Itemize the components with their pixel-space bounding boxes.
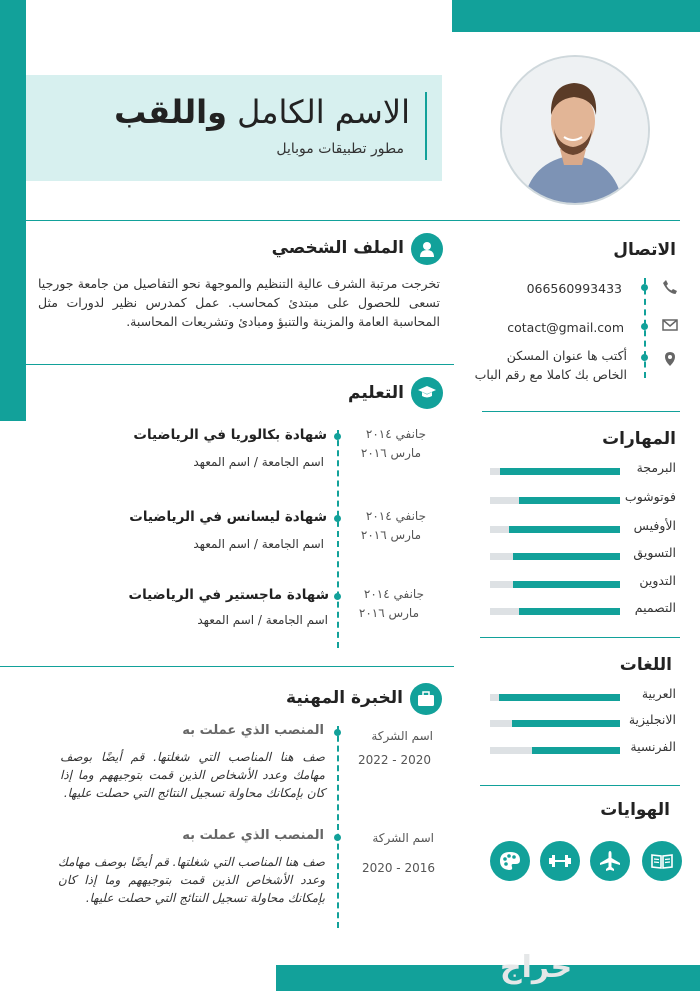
language-label: العربية (641, 686, 676, 701)
contact-dot (641, 284, 648, 291)
education-school: اسم الجامعة / اسم المعهد (193, 537, 324, 551)
skill-bar-fill (513, 553, 620, 560)
education-start: جانفي ٢٠١٤ (365, 509, 426, 523)
experience-position: المنصب الذي عملت به (182, 828, 324, 843)
experience-years: 2022 - 2020 (357, 753, 431, 767)
experience-description: صف هنا المناصب التي شغلتها. قم أيضًا بوصف مهامك وعدد الأشخاص الذين قمت بتوجيههم وما إذا كان بإمكانك محاولة تسجيل النتائج التي حصلت عليها. (60, 750, 325, 800)
skill-bar-fill (509, 526, 620, 533)
graduation-cap-icon (411, 377, 443, 409)
education-end: مارس ٢٠١٦ (360, 446, 421, 460)
divider-experience (0, 666, 454, 667)
education-end: مارس ٢٠١٦ (360, 528, 421, 542)
phone-icon (662, 279, 678, 295)
skill-label: التسويق (633, 545, 676, 560)
bottom-accent-bar (276, 965, 700, 991)
watermark: حراج (500, 950, 573, 985)
skill-label: التدوين (639, 573, 676, 588)
skill-bar (490, 526, 620, 533)
language-bar-fill (512, 720, 620, 727)
skills-title: المهارات (602, 429, 676, 449)
skill-bar-fill (513, 581, 620, 588)
education-degree: شهادة بكالوريا في الرياضيات (133, 427, 327, 443)
divider-education (26, 364, 454, 365)
experience-years: 2020 - 2016 (361, 861, 435, 875)
language-bar-fill (532, 747, 620, 754)
skill-label: فوتوشوب (624, 489, 676, 504)
skill-bar-fill (500, 468, 620, 475)
full-name (114, 93, 410, 131)
language-bar-fill (499, 694, 620, 701)
left-accent-bar (0, 0, 26, 421)
experience-dot (334, 729, 341, 736)
email-text: cotact@gmail.com (507, 320, 624, 335)
dumbbell-icon (540, 841, 580, 881)
skill-label: التصميم (634, 600, 676, 615)
experience-description: صف هنا المناصب التي شغلتها. قم أيضًا بوصف مهامك وعدد الأشخاص الذين قمت بتوجيههم وما إذا كان بإمكانك محاولة تسجيل النتائج التي حصلت عليها. (58, 855, 325, 905)
email-icon (662, 317, 678, 333)
profile-title: الملف الشخصي (271, 238, 404, 258)
address-line-2: الخاص بك كاملا مع رقم الباب (474, 367, 627, 382)
education-dot (334, 593, 341, 600)
experience-timeline (337, 726, 339, 928)
education-dot (334, 433, 341, 440)
address-line-1: أكتب ها عنوان المسكن (506, 348, 627, 363)
education-degree: شهادة ليسانس في الرياضيات (129, 509, 327, 525)
top-accent-bar (452, 0, 700, 32)
phone-text: 066560993433 (526, 281, 622, 296)
profile-photo (500, 55, 650, 205)
skill-bar (490, 468, 620, 475)
education-school: اسم الجامعة / اسم المعهد (193, 455, 324, 469)
location-icon (662, 351, 678, 367)
contact-title: الاتصال (613, 240, 676, 260)
skill-bar (490, 497, 620, 504)
skill-bar-fill (519, 497, 620, 504)
header-divider (425, 92, 427, 160)
contact-dot (641, 323, 648, 330)
experience-company: اسم الشركة (372, 831, 434, 845)
skill-bar (490, 553, 620, 560)
language-label: الفرنسية (630, 739, 676, 754)
divider-languages (480, 637, 680, 638)
language-bar (490, 694, 620, 701)
experience-dot (334, 834, 341, 841)
education-dot (334, 515, 341, 522)
language-bar (490, 720, 620, 727)
name-regular: الاسم الكامل (237, 93, 410, 131)
contact-dot (641, 354, 648, 361)
education-start: جانفي ٢٠١٤ (365, 427, 426, 441)
education-degree: شهادة ماجستير في الرياضيات (128, 587, 329, 603)
job-title: مطور تطبيقات موبايل (276, 141, 404, 157)
avatar-illustration (500, 57, 648, 205)
divider-skills (482, 411, 680, 412)
skill-bar (490, 581, 620, 588)
briefcase-icon (410, 683, 442, 715)
education-timeline (337, 430, 339, 648)
experience-position: المنصب الذي عملت به (182, 723, 324, 738)
profile-text: تخرجت مرتبة الشرف عالية التنظيم والموجهة نحو التفاصيل من جامعة جورجيا تسعى للحصول على مبتدئ كمحاسب. عمل كمدرس نظير لدورات مثل المحاسبة العامة والمزينة والتنبؤ ومبادئ وتشريعات المحاسبة. (38, 276, 440, 329)
divider-profile (26, 220, 680, 221)
language-bar (490, 747, 620, 754)
languages-title: اللغات (619, 655, 672, 675)
person-icon (411, 233, 443, 265)
divider-hobbies (480, 785, 680, 786)
education-start: جانفي ٢٠١٤ (363, 587, 424, 601)
experience-title: الخبرة المهنية (286, 688, 403, 708)
skill-label: الأوفيس (633, 518, 676, 533)
name-bold: واللقب (114, 93, 227, 131)
skill-bar-fill (519, 608, 620, 615)
hobbies-title: الهوايات (600, 800, 670, 820)
language-label: الانجليزية (628, 712, 676, 727)
skill-label: البرمجة (636, 460, 676, 475)
education-school: اسم الجامعة / اسم المعهد (197, 613, 328, 627)
experience-company: اسم الشركة (371, 729, 433, 743)
education-end: مارس ٢٠١٦ (358, 606, 419, 620)
reading-icon (642, 841, 682, 881)
palette-icon (490, 841, 530, 881)
education-title: التعليم (348, 383, 404, 403)
airplane-icon (590, 841, 630, 881)
skill-bar (490, 608, 620, 615)
